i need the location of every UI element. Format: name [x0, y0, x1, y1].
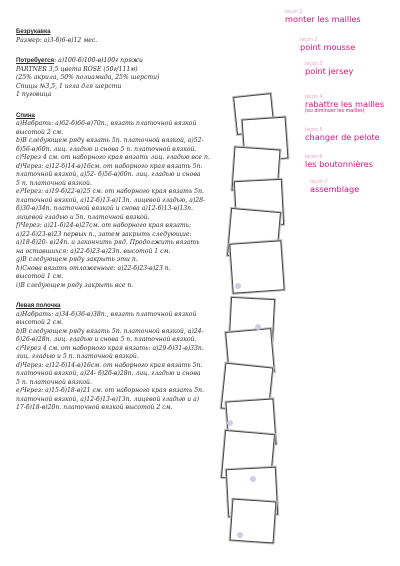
left-instruction-line: б)26-в)28п. лиц. гладью и снова 5 п. платочной вязкой.	[16, 336, 197, 343]
pattern-text	[16, 28, 256, 413]
back-instruction-line: g)В следующем ряду закрыть эти п.	[16, 256, 138, 263]
materials-line-3: (25% акрила, 50% полиамида, 25% шерсти)	[16, 74, 160, 81]
left-instruction-line: а)Набрать: а)34-б)36-в)38п., вязать платочной вязкой	[16, 310, 197, 318]
lesson-4: leçon 4 rabattre les mailles (ou diminuer les mailles)	[305, 95, 385, 114]
back-instructions	[16, 120, 256, 290]
materials-line-5: 1 пуговица	[16, 91, 52, 98]
back-instruction-line: платочной вязкой, а)12-б)13-в)13п. лицевой гладью, а)28-	[16, 196, 206, 204]
left-instruction-line: лиц. гладью и 5 п. платочной вязкой.	[16, 353, 139, 360]
lesson-3: leçon 3 point jersey	[305, 62, 354, 76]
back-instruction-line: 5 п. платочной вязкой.	[16, 179, 92, 187]
back-instruction-line: платочной вязкой, а)52- б)56-в)60п. лиц. гладью и снова	[16, 171, 201, 178]
materials-line-1: Потребуется: а)100-б)100-в)100г пряжи	[16, 57, 143, 64]
left-instruction-line: b)В следующем ряду вязать 5п. платочной вязкой, а)24-	[16, 327, 204, 335]
left-instruction-line: е)Через: а)15-б)18-в)21 см. от наборного края вязать 5п.	[16, 387, 204, 394]
back-instruction-line: на оставшихся: а)22-б)23-в)23п. высотой 1 см.	[16, 247, 171, 255]
bullet-dot	[237, 532, 243, 538]
back-instruction-line: высотой 1 см.	[16, 273, 64, 280]
back-instruction-line: а)18-б)20- в)24п. и закончить ряд. Продолжить вязать	[16, 239, 200, 246]
back-instruction-line: b)В следующем ряду вязать 5п. платочной вязкой, а)52-	[16, 137, 204, 144]
left-instruction-line: d)Через: а)12-б)14-в)16см. от наборного края вязать 5п.	[16, 361, 203, 369]
lesson-2: leçon 2 point mousse	[300, 38, 356, 52]
pattern-title: Безрукавка	[16, 28, 51, 35]
back-instruction-line: i)В следующем ряду закрыть все п.	[16, 281, 134, 289]
back-instruction-line: а)Набрать: а)62-б)66-в)70п., вязать платочной вязкой	[16, 120, 197, 127]
back-instruction-line: а)22-б)23-в)23 первых п., затем закрыть следующие:	[16, 230, 192, 238]
bullet-dot	[250, 476, 256, 482]
lesson-1: leçon 1 monter les mailles	[285, 10, 361, 24]
left-instruction-line: платочной вязкой, а)12-б)13-в)13п. лицевой гладью и а)	[16, 395, 200, 403]
left-instructions	[16, 311, 256, 413]
back-instruction-line: лицевой гладью и 5п. платочной вязкой.	[16, 213, 150, 221]
size-line: Размер: а)3-б)6-в)12 мес.	[16, 36, 98, 44]
left-instruction-line: 5 п. платочной вязкой.	[16, 378, 92, 386]
lessons-column	[245, 0, 400, 566]
left-instruction-line: 17-б)18-в)20п. платочной вязкой высотой 2 см.	[16, 404, 173, 411]
back-instruction-line: c)Через 4 см. от наборного края вязать лиц. гладью все п.	[16, 154, 210, 161]
back-instruction-line: h)Снова вязать отложенные: а)22-б)23-в)23 п.	[16, 264, 171, 272]
bullet-dot	[235, 283, 241, 289]
back-heading: Спина	[16, 111, 35, 119]
materials-line-4: Спицы №3,5, 1 игла для шерсти	[16, 82, 122, 90]
lesson-5: leçon 5 changer de pelote	[305, 128, 380, 142]
back-instruction-line: е)Через: а)19-б)22-в)25 см. от наборного края вязать 5п.	[16, 188, 204, 195]
left-heading: Левая полочка	[16, 302, 61, 309]
lesson-6: leçon 6 les boutonnières	[305, 155, 373, 169]
bullet-dot	[227, 420, 233, 426]
lesson-7: leçon 7 assemblage	[310, 180, 360, 194]
left-instruction-line: c)Через 4 см. от наборного края вязать: а)29-б)31-в)33п.	[16, 344, 204, 352]
back-instruction-line: f)Через: а)21-б)24-в)27см. от наборного края вязать:	[16, 222, 192, 229]
left-instruction-line: высотой 2 см.	[16, 319, 64, 326]
left-instruction-line: платочной вязкой, а)24- б)26-в)28п. лиц. гладью и снова	[16, 370, 201, 377]
back-instruction-line: б)30-в)34п. платочной вязкой и снова а)12-б)13-в)13п.	[16, 205, 194, 212]
back-instruction-line: высотой 2 см.	[16, 128, 64, 136]
back-instruction-line: d)Через: а)12-б)14-в)16см. от наборного края вязать 5п.	[16, 162, 203, 170]
back-instruction-line: б)56-в)60п. лиц. гладью и снова 5 п. платочной вязкой.	[16, 145, 197, 153]
materials-line-2: PARTNER 3,5 цвета ROSE (50г/111м)	[16, 65, 138, 73]
bullet-dot	[255, 324, 261, 330]
